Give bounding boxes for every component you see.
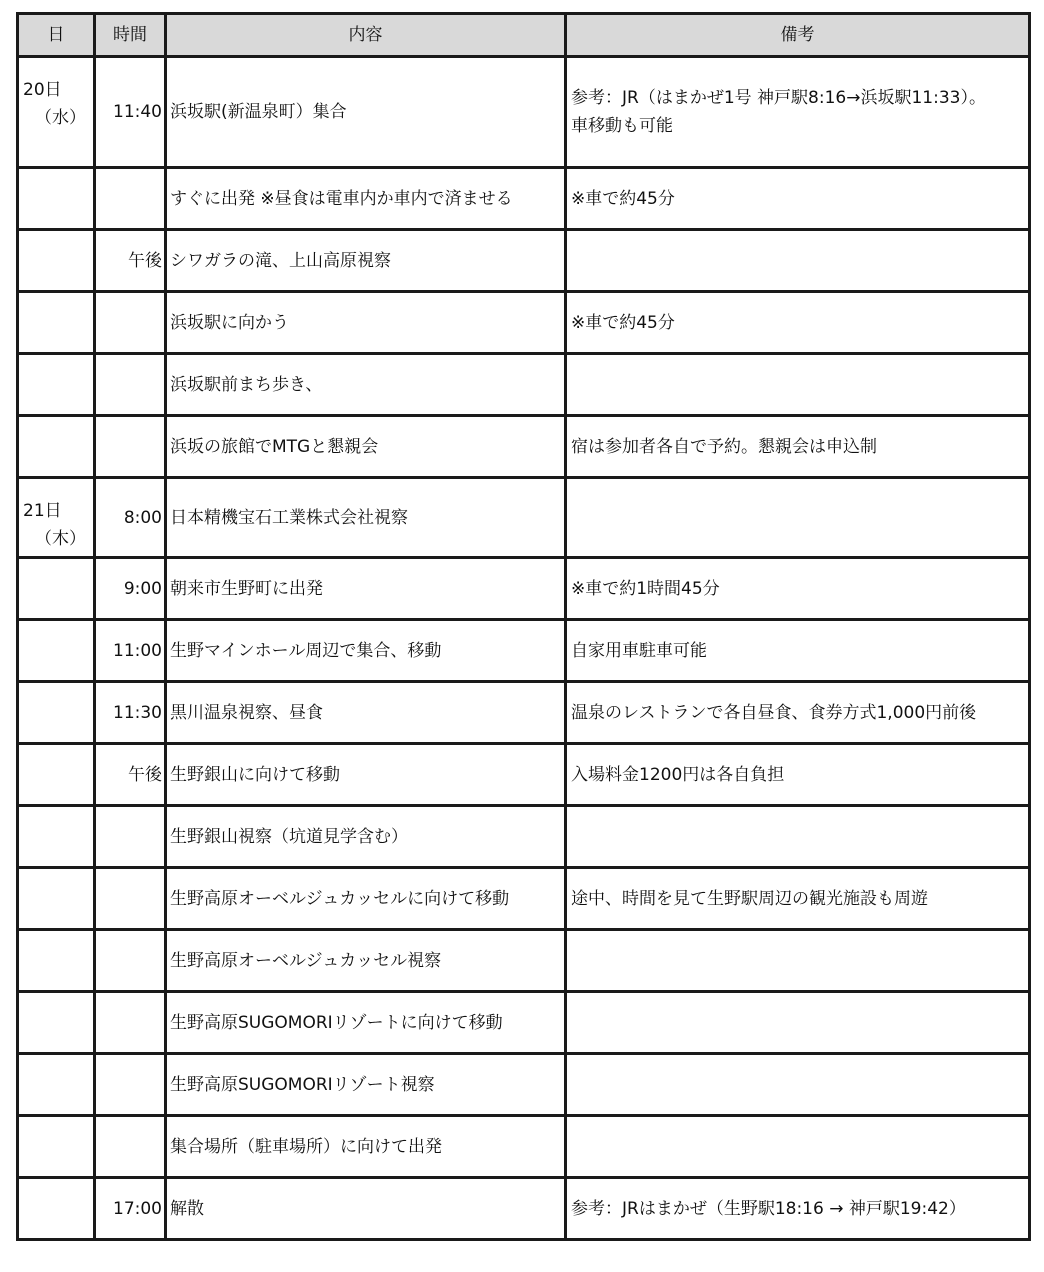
time-cell: 8:00 bbox=[95, 478, 166, 558]
note-cell bbox=[566, 478, 1030, 558]
note-cell: 自家用車駐車可能 bbox=[566, 620, 1030, 682]
time-cell bbox=[95, 354, 166, 416]
schedule-row bbox=[18, 1054, 1030, 1116]
time-cell bbox=[95, 292, 166, 354]
note-cell bbox=[566, 230, 1030, 292]
note-cell: 参考：JRはまかぜ（生野駅18:16 → 神戸駅19:42） bbox=[566, 1178, 1030, 1240]
schedule-row bbox=[18, 930, 1030, 992]
header-day: 日 bbox=[18, 14, 95, 57]
time-cell: 11:40 bbox=[95, 57, 166, 168]
day-cell bbox=[18, 354, 95, 416]
time-cell: 午後 bbox=[95, 230, 166, 292]
schedule-row bbox=[18, 57, 1030, 168]
day-cell bbox=[18, 744, 95, 806]
day-cell bbox=[18, 1054, 95, 1116]
content-cell: 浜坂駅(新温泉町）集合 bbox=[166, 57, 566, 168]
schedule-row bbox=[18, 1178, 1030, 1240]
content-cell: 生野銀山視察（坑道見学含む） bbox=[166, 806, 566, 868]
note-cell: 途中、時間を見て生野駅周辺の観光施設も周遊 bbox=[566, 868, 1030, 930]
schedule-row bbox=[18, 620, 1030, 682]
schedule-table bbox=[16, 12, 1031, 1241]
time-cell bbox=[95, 868, 166, 930]
note-cell bbox=[566, 930, 1030, 992]
note-cell: ※車で約1時間45分 bbox=[566, 558, 1030, 620]
day-weekday: （水） bbox=[35, 108, 86, 128]
schedule-row bbox=[18, 416, 1030, 478]
schedule-row bbox=[18, 868, 1030, 930]
schedule-row bbox=[18, 354, 1030, 416]
header-row bbox=[18, 14, 1030, 57]
note-cell: ※車で約45分 bbox=[566, 168, 1030, 230]
schedule-row bbox=[18, 992, 1030, 1054]
header-time: 時間 bbox=[95, 14, 166, 57]
note-cell bbox=[566, 354, 1030, 416]
day-date: 21日 bbox=[23, 501, 62, 521]
time-cell bbox=[95, 168, 166, 230]
schedule-row bbox=[18, 168, 1030, 230]
schedule-row bbox=[18, 1116, 1030, 1178]
note-cell: 宿は参加者各自で予約。懇親会は申込制 bbox=[566, 416, 1030, 478]
content-cell: 生野高原SUGOMORIリゾートに向けて移動 bbox=[166, 992, 566, 1054]
day-cell bbox=[18, 292, 95, 354]
time-cell bbox=[95, 992, 166, 1054]
content-cell: シワガラの滝、上山高原視察 bbox=[166, 230, 566, 292]
content-cell: 浜坂駅前まち歩き、 bbox=[166, 354, 566, 416]
day-cell bbox=[18, 57, 95, 168]
day-cell bbox=[18, 620, 95, 682]
time-cell: 9:00 bbox=[95, 558, 166, 620]
day-cell bbox=[18, 168, 95, 230]
day-cell bbox=[18, 478, 95, 558]
schedule-body bbox=[18, 57, 1030, 1240]
header-note: 備考 bbox=[566, 14, 1030, 57]
time-cell bbox=[95, 806, 166, 868]
day-cell bbox=[18, 230, 95, 292]
schedule-row bbox=[18, 478, 1030, 558]
time-cell: 17:00 bbox=[95, 1178, 166, 1240]
day-cell bbox=[18, 868, 95, 930]
day-cell bbox=[18, 930, 95, 992]
time-cell: 11:30 bbox=[95, 682, 166, 744]
note-cell: 参考：JR（はまかぜ1号 神戸駅8:16→浜坂駅11:33）。車移動も可能 bbox=[566, 57, 1030, 168]
time-cell: 11:00 bbox=[95, 620, 166, 682]
content-cell: 朝来市生野町に出発 bbox=[166, 558, 566, 620]
content-cell: 生野マインホール周辺で集合、移動 bbox=[166, 620, 566, 682]
content-cell: 集合場所（駐車場所）に向けて出発 bbox=[166, 1116, 566, 1178]
note-cell bbox=[566, 1116, 1030, 1178]
time-cell bbox=[95, 416, 166, 478]
schedule-row bbox=[18, 806, 1030, 868]
day-cell bbox=[18, 416, 95, 478]
day-cell bbox=[18, 682, 95, 744]
content-cell: 生野高原オーベルジュカッセルに向けて移動 bbox=[166, 868, 566, 930]
day-cell bbox=[18, 558, 95, 620]
header-content: 内容 bbox=[166, 14, 566, 57]
content-cell: 生野高原オーベルジュカッセル視察 bbox=[166, 930, 566, 992]
content-cell: 浜坂駅に向かう bbox=[166, 292, 566, 354]
day-cell bbox=[18, 1178, 95, 1240]
day-weekday: （木） bbox=[35, 529, 86, 549]
time-cell bbox=[95, 930, 166, 992]
schedule-row bbox=[18, 558, 1030, 620]
note-cell: 温泉のレストランで各自昼食、食券方式1,000円前後 bbox=[566, 682, 1030, 744]
note-cell bbox=[566, 806, 1030, 868]
day-date: 20日 bbox=[23, 80, 62, 100]
note-cell: ※車で約45分 bbox=[566, 292, 1030, 354]
schedule-row bbox=[18, 682, 1030, 744]
note-cell bbox=[566, 1054, 1030, 1116]
time-cell bbox=[95, 1116, 166, 1178]
content-cell: 黒川温泉視察、昼食 bbox=[166, 682, 566, 744]
content-cell: すぐに出発 ※昼食は電車内か車内で済ませる bbox=[166, 168, 566, 230]
note-cell: 入場料金1200円は各自負担 bbox=[566, 744, 1030, 806]
content-cell: 生野高原SUGOMORIリゾート視察 bbox=[166, 1054, 566, 1116]
time-cell: 午後 bbox=[95, 744, 166, 806]
content-cell: 浜坂の旅館でMTGと懇親会 bbox=[166, 416, 566, 478]
content-cell: 生野銀山に向けて移動 bbox=[166, 744, 566, 806]
content-cell: 日本精機宝石工業株式会社視察 bbox=[166, 478, 566, 558]
day-cell bbox=[18, 1116, 95, 1178]
schedule-row bbox=[18, 744, 1030, 806]
day-cell bbox=[18, 806, 95, 868]
day-cell bbox=[18, 992, 95, 1054]
content-cell: 解散 bbox=[166, 1178, 566, 1240]
schedule-row bbox=[18, 230, 1030, 292]
schedule-row bbox=[18, 292, 1030, 354]
note-cell bbox=[566, 992, 1030, 1054]
time-cell bbox=[95, 1054, 166, 1116]
